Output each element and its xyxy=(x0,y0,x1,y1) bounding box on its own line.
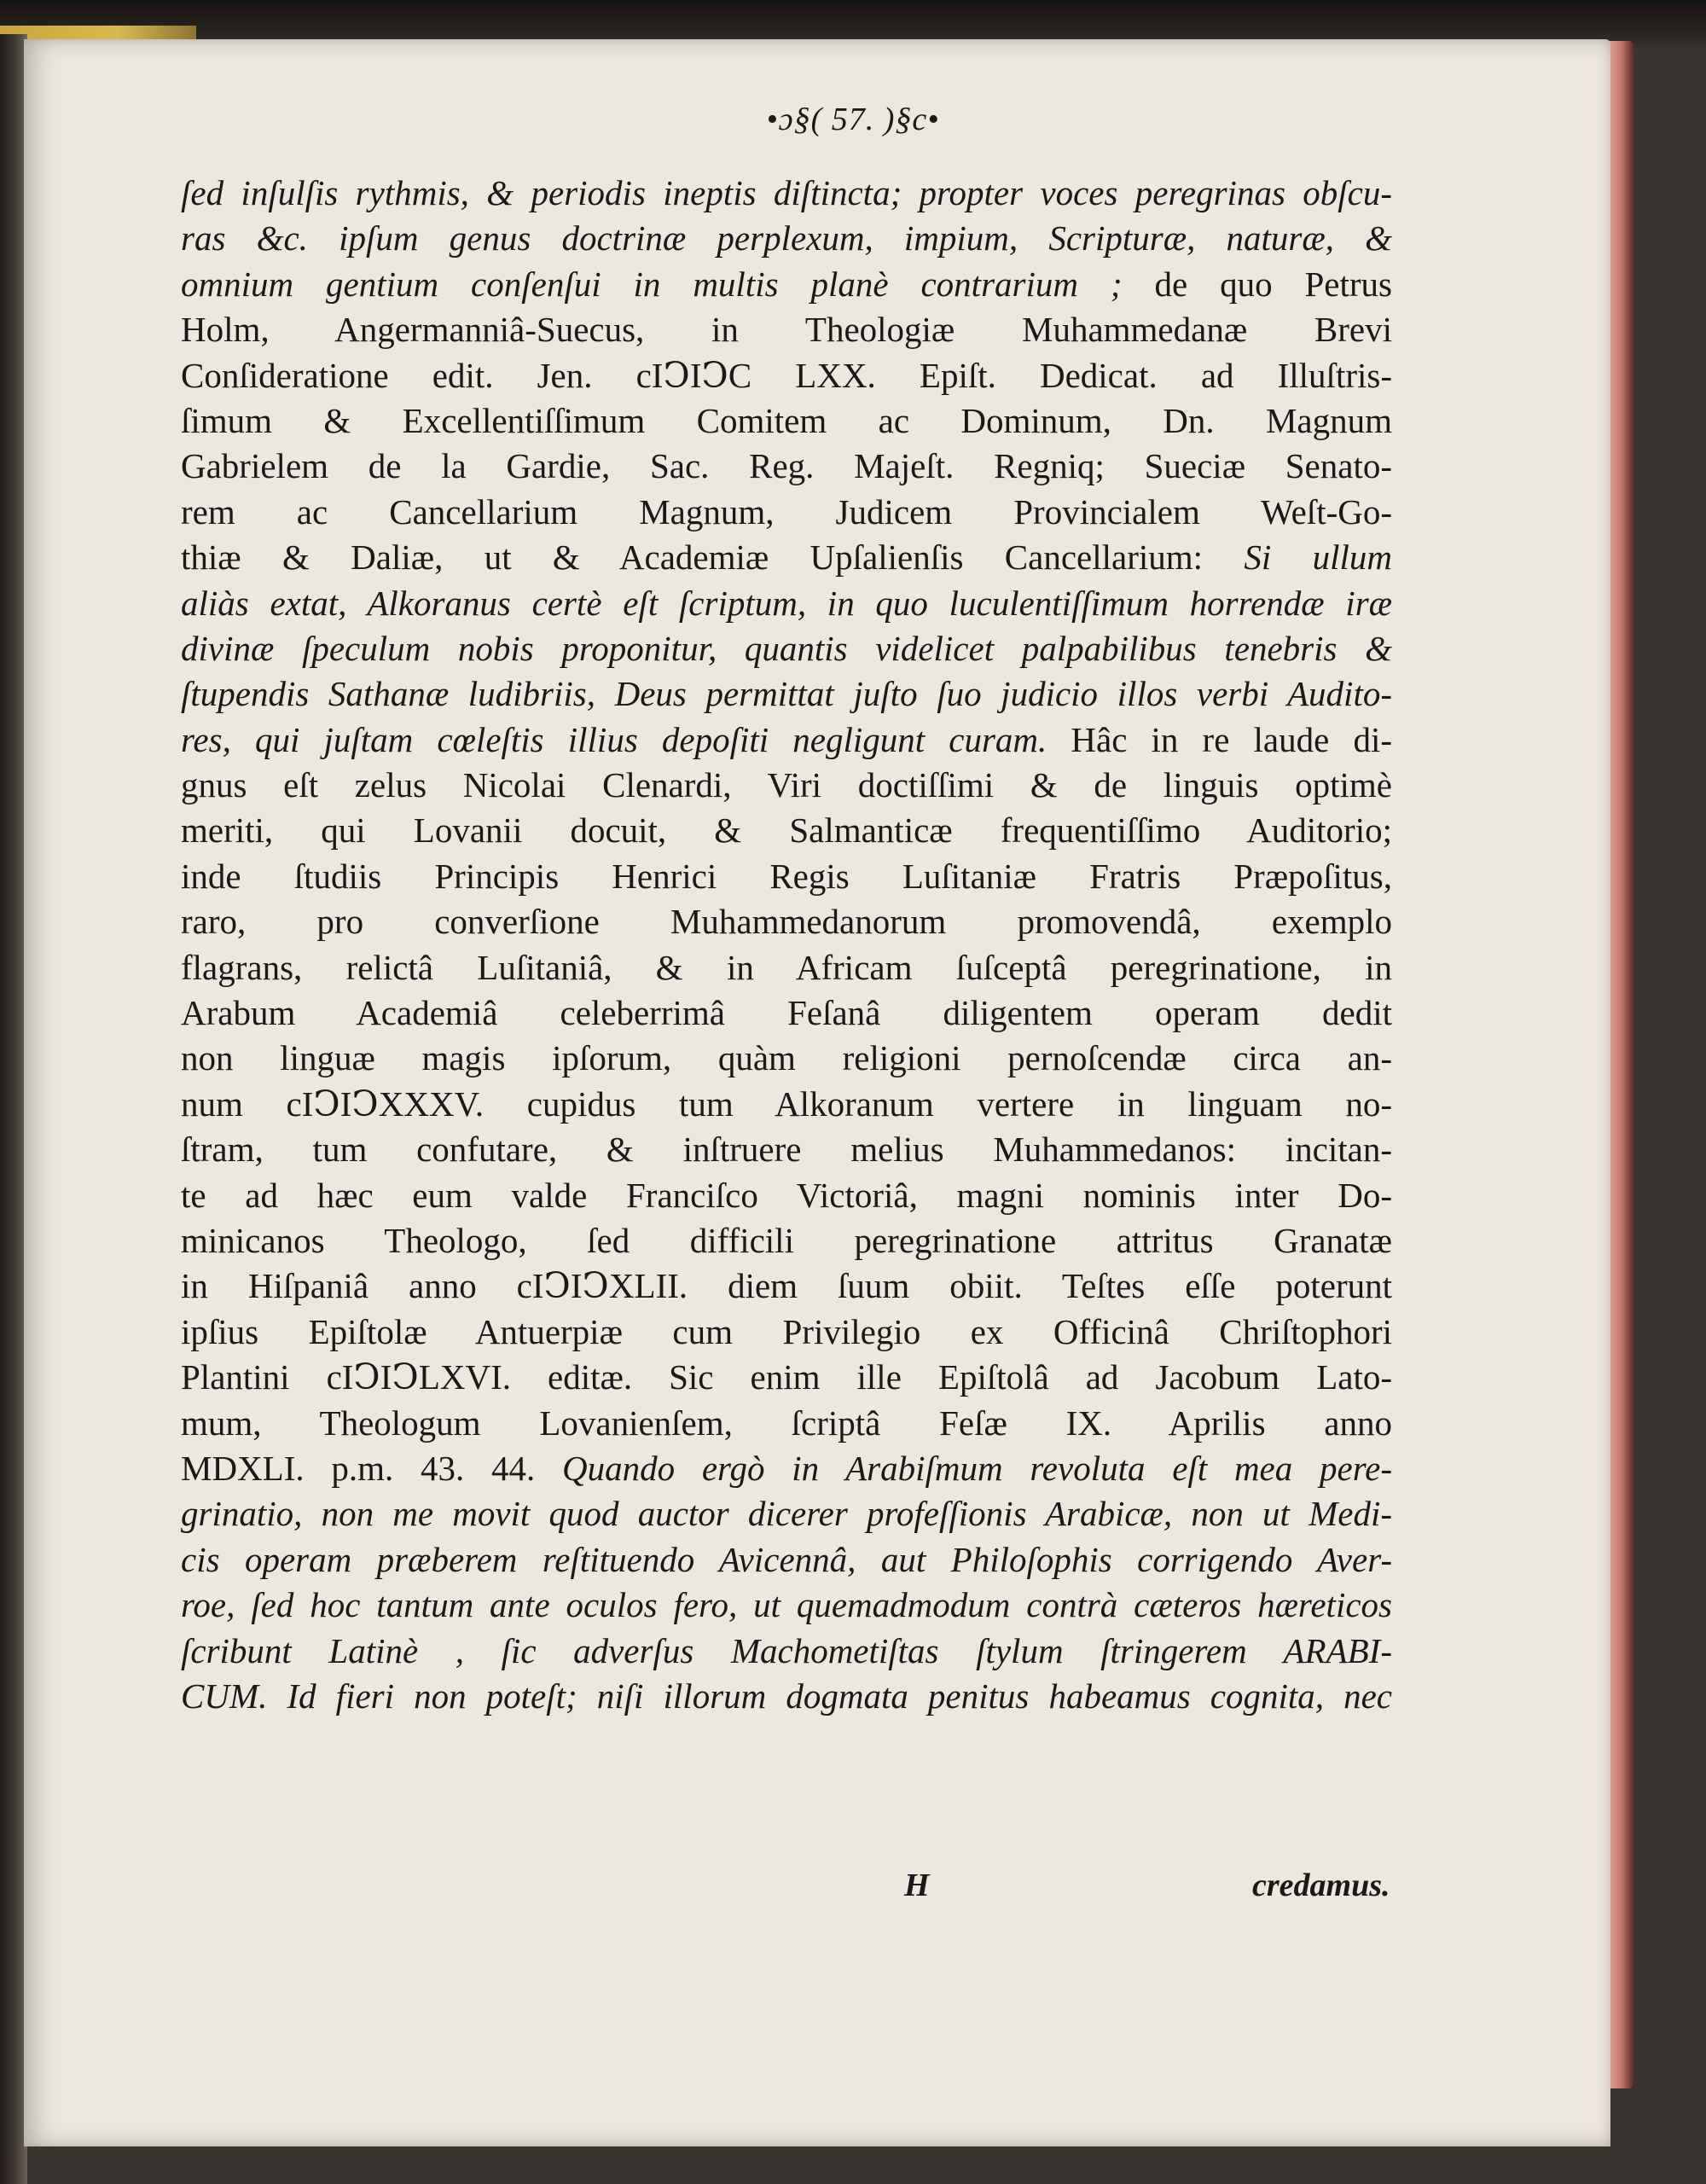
text-segment: thiæ & Daliæ, ut & Academiæ Upſalienſis Cancellarium: xyxy=(181,537,1204,578)
text-line xyxy=(181,1446,1392,1491)
text-line: num cIↃIↃXXXV. cupidus tum Alkoranum vertere in linguam no- xyxy=(181,1083,1392,1124)
signature-mark: H xyxy=(904,1867,930,1903)
text-segment: Hâc in re laude di- xyxy=(1047,719,1392,759)
text-line: Gabrielem de la Gardie, Sac. Reg. Majeſt. Regniq; Sueciæ Senato- xyxy=(181,446,1392,486)
text-line: ſimum & Excellentiſſimum Comitem ac Dominum, Dn. Magnum xyxy=(181,400,1392,440)
text-segment: omnium gentium conſenſui in multis planè contrarium ; xyxy=(181,264,1123,304)
text-line: grinatio, non me movit quod auctor dicerer profeſſionis Arabicæ, non ut Medi- xyxy=(181,1494,1392,1534)
text-segment: de quo Petrus xyxy=(1122,264,1392,304)
text-line: divinæ ſpeculum nobis proponitur, quantis videlicet palpabilibus tenebris & xyxy=(181,628,1392,668)
text-line xyxy=(181,717,1392,763)
text-line xyxy=(181,262,1392,307)
text-line: minicanos Theologo, ſed difficili peregrinatione attritus Granatæ xyxy=(181,1220,1392,1260)
text-line: non linguæ magis ipſorum, quàm religioni pernoſcendæ circa an- xyxy=(181,1038,1392,1078)
page-number-header: •ɔ§( 57. )§c• xyxy=(766,102,940,137)
text-line xyxy=(181,535,1392,580)
body-text xyxy=(181,171,1392,1719)
text-line: Holm, Angermanniâ-Suecus, in Theologiæ Muhammedanæ Brevi xyxy=(181,310,1392,350)
text-line: rem ac Cancellarium Magnum, Judicem Provincialem Weſt-Go- xyxy=(181,491,1392,531)
text-line: Arabum Academiâ celeberrimâ Feſanâ diligentem operam dedit xyxy=(181,993,1392,1033)
catchword: credamus. xyxy=(1252,1867,1390,1903)
text-line: Plantini cIↃIↃLXVI. editæ. Sic enim ille Epiſtolâ ad Jacobum Lato- xyxy=(181,1357,1392,1397)
text-line: inde ſtudiis Principis Henrici Regis Luſitaniæ Fratris Præpoſitus, xyxy=(181,856,1392,896)
text-line: ſtupendis Sathanæ ludibriis, Deus permittat juſto ſuo judicio illos verbi Audito- xyxy=(181,674,1392,714)
text-line: in Hiſpaniâ anno cIↃIↃXLII. diem ſuum obiit. Teſtes eſſe poterunt xyxy=(181,1266,1392,1306)
text-line: aliàs extat, Alkoranus certè eſt ſcriptum, in quo luculentiſſimum horrendæ iræ xyxy=(181,583,1392,623)
text-line: cis operam præberem reſtituendo Avicennâ, aut Philoſophis corrigendo Aver- xyxy=(181,1539,1392,1579)
text-line: flagrans, relictâ Luſitaniâ, & in Africam ſuſceptâ peregrinatione, in xyxy=(181,947,1392,987)
text-line: meriti, qui Lovanii docuit, & Salmanticæ frequentiſſimo Auditorio; xyxy=(181,810,1392,851)
text-line: mum, Theologum Lovanienſem, ſcriptâ Feſæ IX. Aprilis anno xyxy=(181,1403,1392,1443)
text-line: ipſius Epiſtolæ Antuerpiæ cum Privilegio ex Officinâ Chriſtophori xyxy=(181,1311,1392,1351)
text-line: ſed inſulſis rythmis, & periodis ineptis diſtincta; propter voces peregrinas obſcu- xyxy=(181,173,1392,212)
text-line: Conſideratione edit. Jen. cIↃIↃC LXX. Epiſt. Dedicat. ad Illuſtris- xyxy=(181,355,1392,395)
text-line: CUM. Id fieri non poteſt; niſi illorum dogmata penitus habeamus cognita, nec xyxy=(181,1676,1392,1716)
text-line: ras &c. ipſum genus doctrinæ perplexum, impium, Scripturæ, naturæ, & xyxy=(181,218,1392,258)
text-line: roe, ſed hoc tantum ante oculos fero, ut quemadmodum contrà cæteros hæreticos xyxy=(181,1585,1392,1625)
text-segment: res, qui juſtam cœleſtis illius depoſiti negligunt curam. xyxy=(181,719,1047,759)
text-segment: Quando ergò in Arabiſmum revoluta eſt mea pere- xyxy=(535,1448,1392,1488)
text-segment: MDXLI. p.m. 43. 44. xyxy=(181,1448,536,1488)
text-segment: Si ullum xyxy=(1203,537,1392,578)
text-line: gnus eſt zelus Nicolai Clenardi, Viri doctiſſimi & de linguis optimè xyxy=(181,765,1392,805)
text-line: ſtram, tum confutare, & inſtruere melius Muhammedanos: incitan- xyxy=(181,1130,1392,1170)
text-line: raro, pro converſione Muhammedanorum promovendâ, exemplo xyxy=(181,902,1392,942)
text-line: ſcribunt Latinè , ſic adverſus Machometiſtas ſtylum ſtringerem ARABI- xyxy=(181,1630,1392,1670)
text-line: te ad hæc eum valde Franciſco Victoriâ, magni nominis inter Do- xyxy=(181,1175,1392,1215)
